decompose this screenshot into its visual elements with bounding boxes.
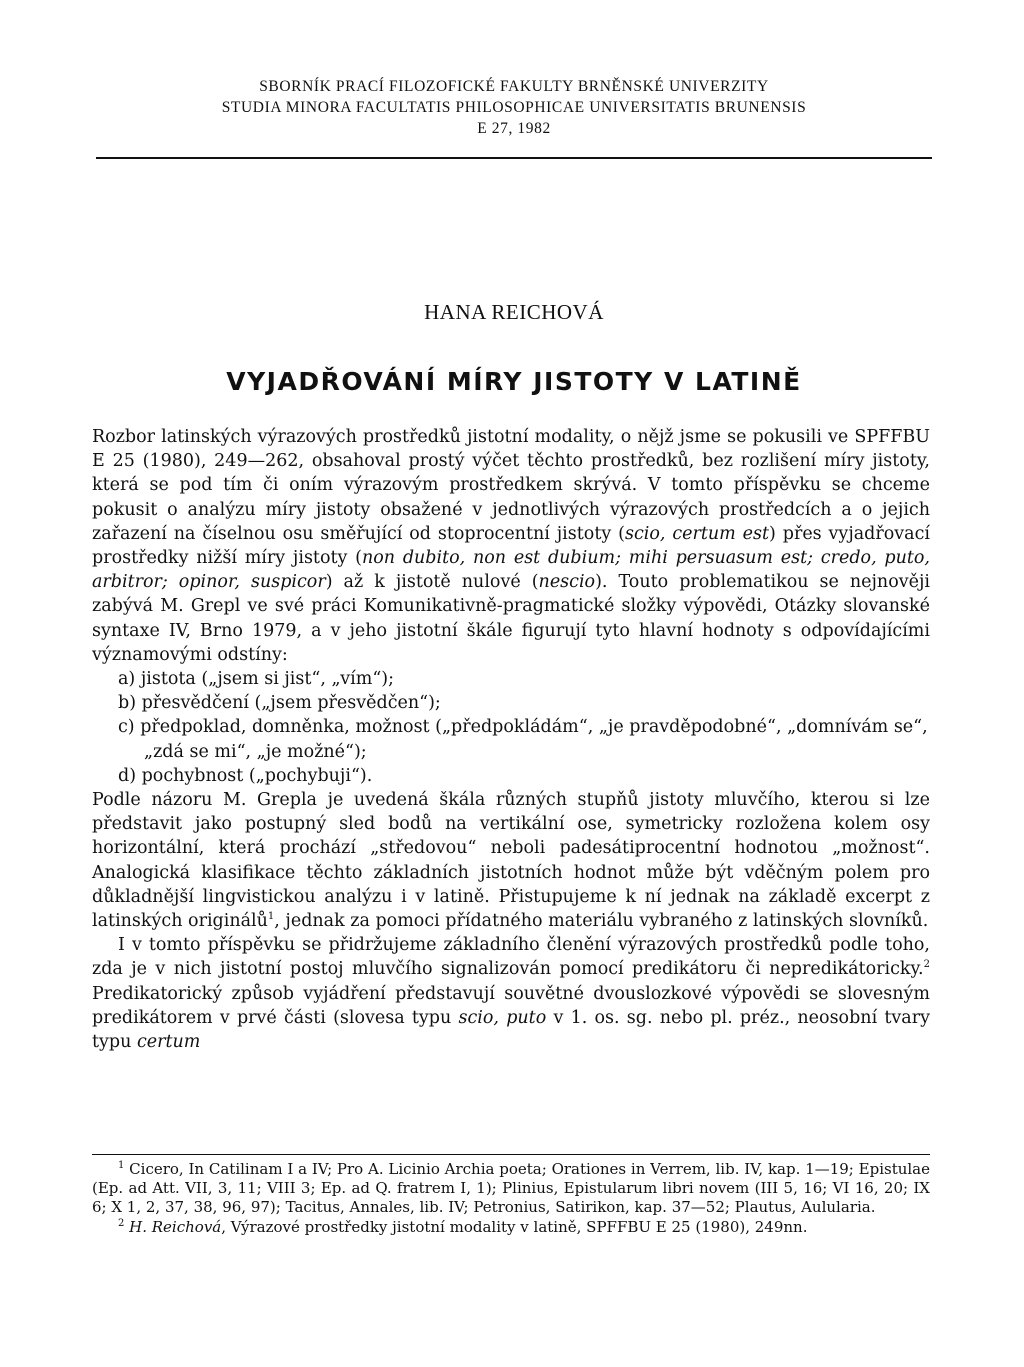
author-name: HANA REICHOVÁ: [424, 300, 604, 324]
footnote-ref: 1: [267, 911, 275, 923]
footnotes: [92, 1160, 930, 1237]
header-rule: [96, 157, 932, 159]
list-item: d) pochybnost („pochybuji“).: [118, 765, 373, 786]
footnote-rule: [92, 1154, 930, 1155]
footnote-2: $^2$ H. Reichová, Výrazové prostředky jistotní modality v latině, SPFFBU E 25 (1980), 249nn.: [118, 1217, 808, 1236]
paragraph-2: Podle názoru M. Grepla je uvedená škála různých stupňů jistoty mluvčího, kterou si lze představit jako postupný sled bodů na vertikální ose, symetricky rozložena kolem osy horizontální, která prochází „středovou“ neboli padesátiprocentní hodnotou „možnost“. Analogická klasifikace těchto základních jistotních hodnot může být vděčným polem pro důkladnější lingvistickou analýzu i v latině. Přistupujeme k ní jednak na základě excerpt z latinských originálů$^1$, jednak za pomoci přídatného materiálu vybraného z latinských slovníků.: [92, 790, 930, 932]
journal-header: [96, 76, 932, 139]
list-item: a) jistota („jsem si jist“, „vím“);: [118, 669, 394, 690]
header-line-3: E 27, 1982: [477, 120, 551, 137]
footnote-1: $^1$ Cicero, In Catilinam I a IV; Pro A. Licinio Archia poeta; Orationes in Verrem, lib. IV, kap. 1—19; Epistulae (Ep. ad Att. VII, 3, 11; VIII 3; Ep. ad Q. fratrem I, 1); Plinius, Epistularum libri novem (III 5, 16; VI 16, 20; IX 6; X 1, 2, 37, 38, 96, 97); Tacitus, Annales, lib. IV; Petronius, Satirikon, kap. 37—52; Plautus, Aulularia.: [92, 1160, 930, 1217]
paragraph-1: Rozbor latinských výrazových prostředků jistotní modality, o nějž jsme se pokusili ve SPFFBU E 25 (1980), 249—262, obsahoval prostý výčet těchto prostředků, bez rozlišení míry jistoty, která se pod tím či oním výrazovým prostředkem skrývá. V tomto příspěvku se chceme pokusit o analýzu míry jistoty obsažené v jednotlivých výrazových prostředcích a o jejich zařazení na číselnou osu směřující od stoprocentní jistoty (scio, certum est) přes vyjadřovací prostředky nižší míry jistoty (non dubito, non est dubium; mihi persuasum est; credo, puto, arbitror; opinor, suspicor) až k jistotě nulové (nescio). Touto problematikou se nejnověji zabývá M. Grepl ve své práci Komunikativně-pragmatické složky výpovědi, Otázky slovanské syntaxe IV, Brno 1979, a v jeho jistotní škále figurují tyto hlavní hodnoty s odpovídajícími významovými odstíny:: [92, 427, 931, 665]
list-item: b) přesvědčení („jsem přesvědčen“);: [118, 693, 441, 714]
header-line-1: SBORNÍK PRACÍ FILOZOFICKÉ FAKULTY BRNĚNSKÉ UNIVERZITY: [259, 78, 769, 95]
article-body: [92, 425, 930, 1054]
list-item: c) předpoklad, domněnka, možnost („předpokládám“, „je pravděpodobné“, „domnívám se“, „zdá se mi“, „je možné“);: [118, 717, 928, 762]
paragraph-3: I v tomto příspěvku se přidržujeme základního členění výrazových prostředků podle toho, zda je v nich jistotní postoj mluvčího signalizován pomocí predikátoru či nepredikátoricky.$^2$ Predikatorický způsob vyjádření představují souvětné dvouslozkové výpovědi se slovesným predikátorem v prvé části (slovesa typu scio, puto v 1. os. sg. nebo pl. préz., neosobní tvary typu certum: [92, 935, 930, 1053]
article-title: VYJADŘOVÁNÍ MÍRY JISTOTY V LATINĚ: [226, 367, 802, 396]
certainty-scale-list: [92, 667, 930, 788]
header-line-2: STUDIA MINORA FACULTATIS PHILOSOPHICAE UNIVERSITATIS BRUNENSIS: [221, 99, 807, 116]
footnote-ref: 2: [923, 959, 930, 971]
